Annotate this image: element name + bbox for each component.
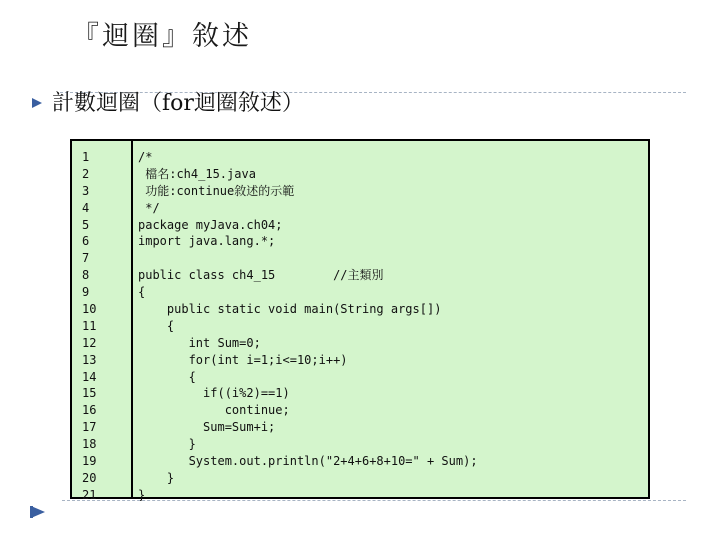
line-number: 17 (82, 420, 97, 435)
code-line: import java.lang.*; (138, 234, 276, 249)
code-line: { (138, 369, 196, 384)
line-number: 1 (82, 150, 90, 164)
code-line: int Sum=0; (138, 335, 261, 350)
code-line: } (138, 437, 196, 452)
line-number: 14 (82, 369, 97, 384)
code-line: 檔名:ch4_15.java (138, 166, 256, 181)
code-line: public static void main(String args[]) (138, 302, 442, 317)
line-number: 20 (82, 470, 97, 485)
code-line: continue; (138, 403, 290, 418)
slide-title: 『迴圈』敘述 (72, 21, 252, 52)
code-line: { (138, 318, 175, 333)
triangle-bullet-icon (30, 96, 44, 110)
code-line: package myJava.ch04; (138, 217, 283, 232)
code-line: public class ch4_15 //主類別 (138, 268, 384, 283)
code-line: { (138, 285, 146, 300)
line-number: 7 (82, 251, 90, 266)
code-line: System.out.println("2+4+6+8+10=" + Sum); (138, 454, 478, 469)
code-listing (70, 139, 650, 502)
line-number-column (82, 149, 110, 504)
code-line: 功能:continue敘述的示範 (138, 183, 295, 198)
code-line: for(int i=1;i<=10;i++) (138, 352, 348, 367)
line-number: 19 (82, 454, 97, 469)
code-line (138, 250, 478, 267)
line-number: 2 (82, 166, 90, 181)
line-number: 6 (82, 234, 90, 249)
code-line: */ (138, 200, 160, 215)
code-line: Sum=Sum+i; (138, 420, 276, 435)
line-number: 5 (82, 217, 90, 232)
slide-nav-icon[interactable] (30, 505, 46, 519)
line-number: 3 (82, 183, 90, 198)
line-number: 12 (82, 335, 97, 350)
code-column (138, 149, 478, 504)
line-number: 13 (82, 352, 97, 367)
code-line: } (138, 470, 175, 485)
bullet-text: 計數迴圈（for迴圈敘述） (52, 91, 304, 116)
line-number: 10 (82, 302, 97, 317)
line-number: 8 (82, 268, 90, 283)
line-number: 18 (82, 437, 97, 452)
line-number: 16 (82, 403, 97, 418)
line-number: 9 (82, 285, 90, 300)
line-number: 11 (82, 318, 97, 333)
code-line: } (138, 487, 146, 502)
code-line: if((i%2)==1) (138, 386, 290, 401)
line-number-divider (131, 141, 133, 497)
line-number: 4 (82, 200, 90, 215)
line-number: 15 (82, 386, 97, 401)
code-line: /* (138, 150, 153, 164)
line-number: 21 (82, 487, 97, 502)
bottom-divider (62, 500, 686, 501)
